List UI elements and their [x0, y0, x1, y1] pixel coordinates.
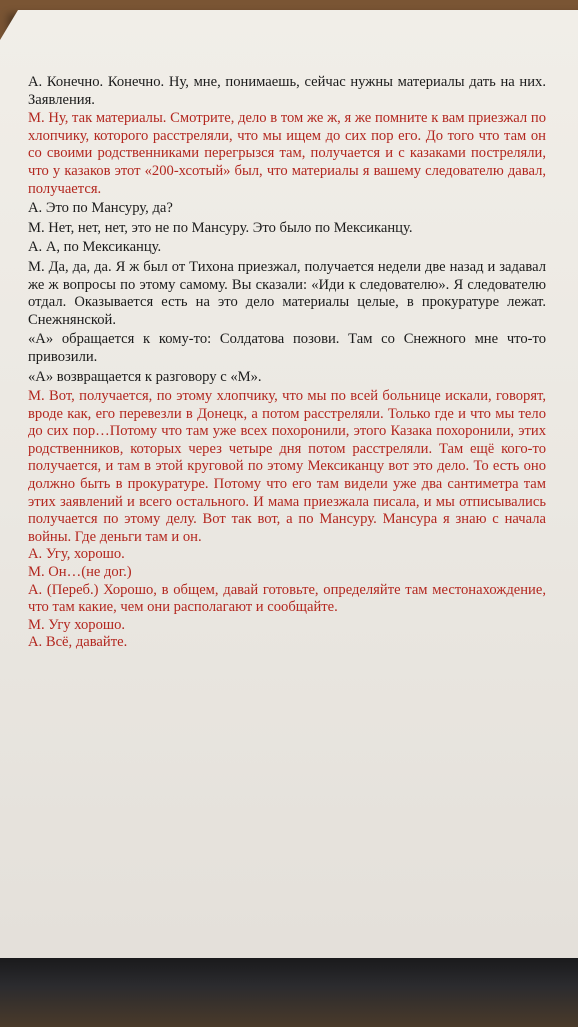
- paragraph-5: А. А, по Мексиканцу.: [28, 239, 162, 256]
- paragraph-4: М. Нет, нет, нет, это не по Мансуру. Это было по Мексиканцу.: [28, 219, 413, 236]
- paragraph-9: М. Вот, получается, по этому хлопчику, что мы по всей больнице искали, говорят, вроде как, его перевезли в Донецк, а потом расстреляли. Только где и что мы тело до сих пор…Потому что там уже всех похоронили, этого Казака похоронили, этих родственников, которых через четыре дня потом расстреляли. Там ещё кого-то получается, и там в этой круговой по этому Мексиканцу вот это дело. То есть оно должно быть в прокуратуре. Потому что его там видели уже два сантиметра там этих заявлений и всего остального. И мама приезжала писала, и мы отписывались получается по этому делу. Вот так вот, а по Мансуру. Мансура я знаю с начала войны. Где деньги там и он.: [28, 388, 546, 545]
- paragraph-1: А. Конечно. Конечно. Ну, мне, понимаешь, сейчас нужны материалы дать на них. Заявления.: [28, 74, 546, 108]
- transcript-body: [28, 74, 546, 652]
- paragraph-6: М. Да, да, да. Я ж был от Тихона приезжал, получается недели две назад и задавал же ж вопросы по этому самому. Вы сказали: «Иди к следователю». Я следователю отдал. Оказывается есть на это дело материалы целые, в прокуратуре лежат. Снежнянской.: [28, 258, 546, 328]
- paragraph-13: М. Угу хорошо.: [28, 616, 126, 633]
- paragraph-14: А. Всё, давайте.: [28, 634, 128, 651]
- bottom-dark-strip: [0, 958, 578, 1027]
- paragraph-8: «А» возвращается к разговору с «М».: [28, 368, 262, 385]
- paragraph-12: А. (Переб.) Хорошо, в общем, давай готовьте, определяйте там местонахождение, что там какие, чем они располагают и сообщайте.: [28, 581, 546, 616]
- paragraph-3: А. Это по Мансуру, да?: [28, 200, 173, 217]
- paragraph-10: А. Угу, хорошо.: [28, 546, 125, 563]
- paragraph-2: М. Ну, так материалы. Смотрите, дело в том же ж, я же помните к вам приезжал по хлопчику, которого расстреляли, что мы ищем до сих пор его. До того что там он со своими родственниками перегрызся там, получается и с казаками постреляли, что у казаков этот «200-хсотый» был, что материалы я вашему следователю давал, получается.: [28, 110, 546, 197]
- paragraph-7: «А» обращается к кому-то: Солдатова позови. Там со Снежного мне что-то привозили.: [28, 331, 546, 365]
- paragraph-11: М. Он…(не дог.): [28, 564, 132, 581]
